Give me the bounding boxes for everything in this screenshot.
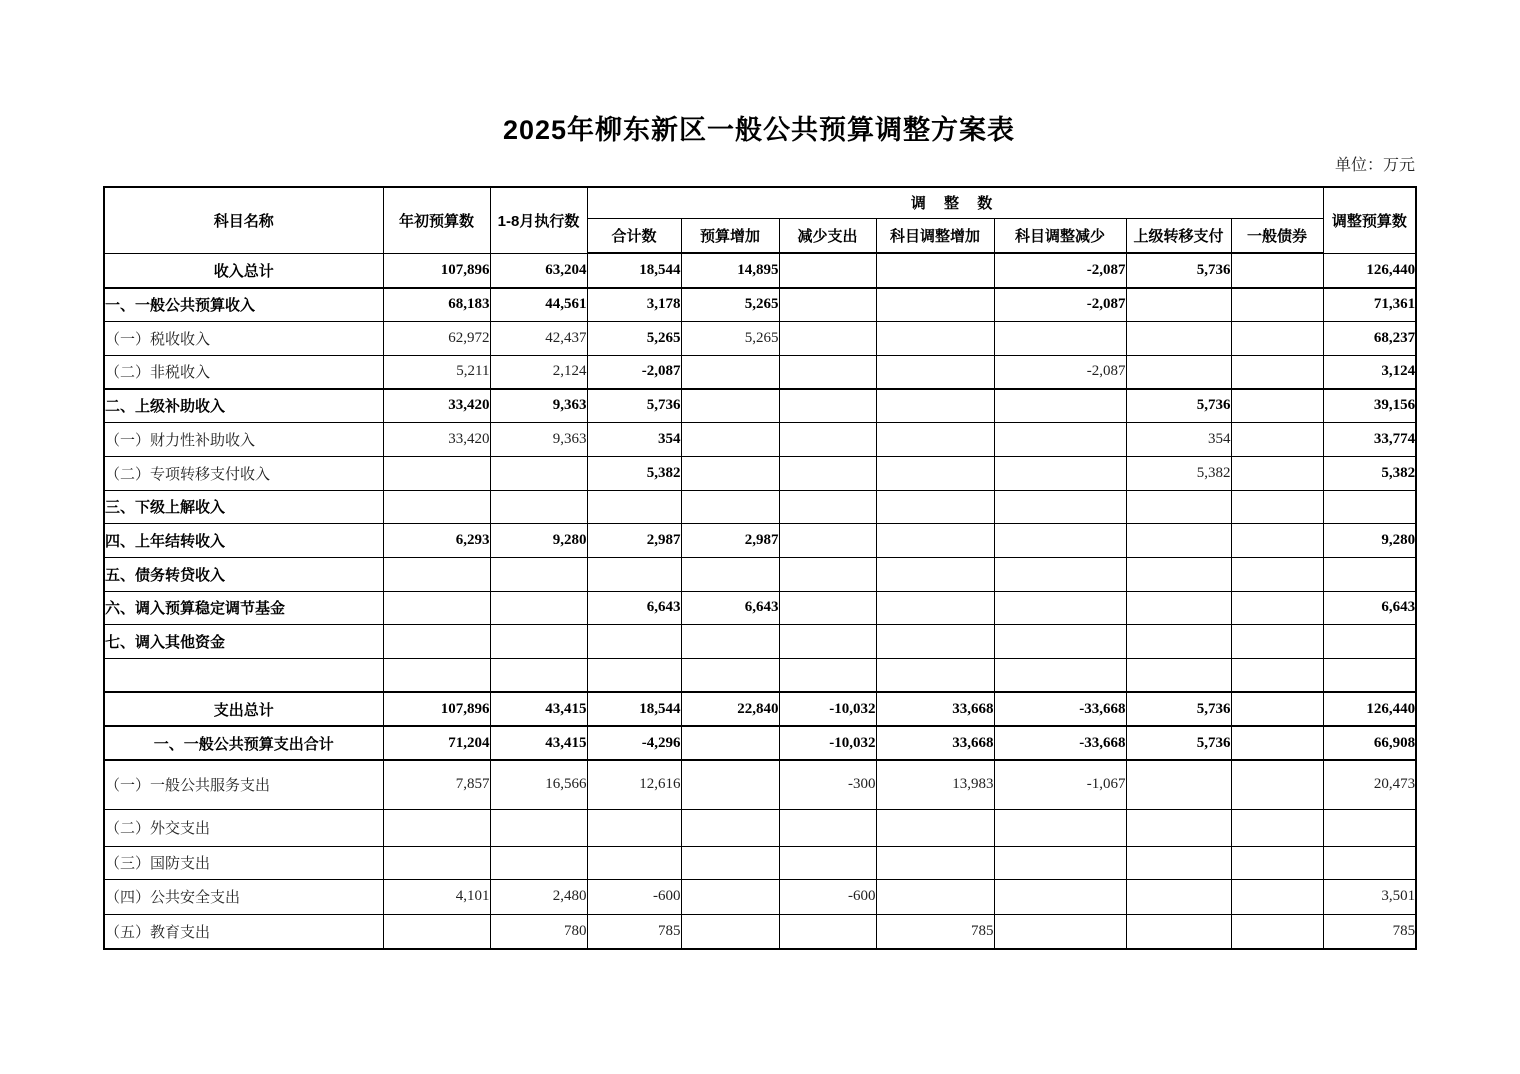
value-cell xyxy=(779,914,876,949)
value-cell: 5,265 xyxy=(681,288,779,321)
table-row xyxy=(104,389,1416,422)
table-row xyxy=(104,557,1416,591)
value-cell xyxy=(1323,490,1416,523)
budget-adjustment-table xyxy=(103,186,1417,950)
value-cell xyxy=(1231,879,1323,914)
value-cell: 2,480 xyxy=(490,879,587,914)
value-cell xyxy=(876,658,994,692)
value-cell xyxy=(681,624,779,658)
value-cell: -300 xyxy=(779,760,876,809)
value-cell: 33,774 xyxy=(1323,422,1416,456)
col-header-superior-transfer-payment: 上级转移支付 xyxy=(1126,218,1231,253)
value-cell xyxy=(876,253,994,288)
value-cell xyxy=(876,321,994,355)
value-cell: 2,987 xyxy=(587,523,681,557)
value-cell: 66,908 xyxy=(1323,726,1416,760)
value-cell xyxy=(490,490,587,523)
col-header-adjustment-total: 合计数 xyxy=(587,218,681,253)
subject-label-cell: （一）税收收入 xyxy=(104,321,383,355)
value-cell: 33,420 xyxy=(383,389,490,422)
value-cell xyxy=(779,809,876,846)
table-row xyxy=(104,760,1416,809)
value-cell xyxy=(383,846,490,879)
value-cell xyxy=(1231,726,1323,760)
value-cell: 71,361 xyxy=(1323,288,1416,321)
value-cell xyxy=(876,523,994,557)
value-cell xyxy=(383,591,490,624)
col-header-subject: 科目名称 xyxy=(104,187,383,253)
value-cell xyxy=(681,557,779,591)
value-cell xyxy=(994,914,1126,949)
value-cell: 107,896 xyxy=(383,253,490,288)
value-cell xyxy=(779,422,876,456)
value-cell xyxy=(1231,456,1323,490)
value-cell xyxy=(779,253,876,288)
value-cell xyxy=(876,422,994,456)
value-cell xyxy=(383,456,490,490)
table-row xyxy=(104,288,1416,321)
value-cell xyxy=(681,389,779,422)
value-cell xyxy=(681,422,779,456)
value-cell xyxy=(1231,914,1323,949)
value-cell xyxy=(994,389,1126,422)
value-cell: 3,501 xyxy=(1323,879,1416,914)
value-cell: 126,440 xyxy=(1323,253,1416,288)
value-cell xyxy=(1126,321,1231,355)
value-cell: 20,473 xyxy=(1323,760,1416,809)
value-cell xyxy=(994,879,1126,914)
value-cell xyxy=(1323,809,1416,846)
value-cell: 33,668 xyxy=(876,692,994,726)
value-cell: 9,280 xyxy=(490,523,587,557)
value-cell xyxy=(1231,591,1323,624)
value-cell xyxy=(876,389,994,422)
value-cell xyxy=(383,557,490,591)
subject-label-cell: （二）非税收入 xyxy=(104,355,383,389)
value-cell xyxy=(994,658,1126,692)
value-cell xyxy=(490,809,587,846)
value-cell: -1,067 xyxy=(994,760,1126,809)
value-cell xyxy=(681,490,779,523)
subject-label-cell: 四、上年结转收入 xyxy=(104,523,383,557)
value-cell: 43,415 xyxy=(490,692,587,726)
value-cell xyxy=(681,846,779,879)
value-cell xyxy=(383,809,490,846)
table-row xyxy=(104,591,1416,624)
value-cell xyxy=(876,624,994,658)
value-cell xyxy=(1231,490,1323,523)
value-cell xyxy=(1231,760,1323,809)
value-cell xyxy=(490,456,587,490)
value-cell xyxy=(1323,846,1416,879)
value-cell: 68,183 xyxy=(383,288,490,321)
value-cell: -10,032 xyxy=(779,692,876,726)
value-cell: 2,124 xyxy=(490,355,587,389)
subject-label-cell: 支出总计 xyxy=(104,692,383,726)
value-cell xyxy=(1126,760,1231,809)
value-cell: 33,420 xyxy=(383,422,490,456)
value-cell xyxy=(1126,557,1231,591)
value-cell: 68,237 xyxy=(1323,321,1416,355)
table-row xyxy=(104,692,1416,726)
value-cell xyxy=(994,846,1126,879)
value-cell: -2,087 xyxy=(587,355,681,389)
value-cell xyxy=(779,355,876,389)
value-cell xyxy=(1231,692,1323,726)
table-row xyxy=(104,879,1416,914)
value-cell xyxy=(681,809,779,846)
value-cell: 4,101 xyxy=(383,879,490,914)
value-cell: 2,987 xyxy=(681,523,779,557)
value-cell xyxy=(587,624,681,658)
value-cell xyxy=(383,624,490,658)
value-cell xyxy=(490,658,587,692)
value-cell xyxy=(994,624,1126,658)
value-cell: 5,736 xyxy=(1126,692,1231,726)
value-cell: 9,363 xyxy=(490,389,587,422)
value-cell: 5,382 xyxy=(587,456,681,490)
table-row xyxy=(104,321,1416,355)
value-cell: 107,896 xyxy=(383,692,490,726)
value-cell: 3,178 xyxy=(587,288,681,321)
value-cell xyxy=(1126,523,1231,557)
value-cell xyxy=(1126,846,1231,879)
table-row xyxy=(104,490,1416,523)
value-cell: -10,032 xyxy=(779,726,876,760)
value-cell xyxy=(876,288,994,321)
value-cell: 5,382 xyxy=(1126,456,1231,490)
value-cell xyxy=(1323,557,1416,591)
value-cell: 785 xyxy=(587,914,681,949)
value-cell xyxy=(383,490,490,523)
table-row xyxy=(104,355,1416,389)
value-cell xyxy=(876,456,994,490)
value-cell xyxy=(876,557,994,591)
value-cell xyxy=(1126,355,1231,389)
value-cell xyxy=(779,523,876,557)
value-cell xyxy=(490,846,587,879)
value-cell xyxy=(681,760,779,809)
table-row xyxy=(104,658,1416,692)
value-cell: 42,437 xyxy=(490,321,587,355)
subject-label-cell: 一、一般公共预算收入 xyxy=(104,288,383,321)
value-cell: -33,668 xyxy=(994,692,1126,726)
value-cell xyxy=(1231,389,1323,422)
subject-label-cell: 二、上级补助收入 xyxy=(104,389,383,422)
value-cell xyxy=(876,490,994,523)
value-cell xyxy=(1231,557,1323,591)
value-cell: 43,415 xyxy=(490,726,587,760)
value-cell: 71,204 xyxy=(383,726,490,760)
col-header-general-bonds: 一般债券 xyxy=(1231,218,1323,253)
value-cell: 39,156 xyxy=(1323,389,1416,422)
value-cell xyxy=(994,591,1126,624)
value-cell xyxy=(681,355,779,389)
value-cell: 63,204 xyxy=(490,253,587,288)
col-header-jan-aug-execution: 1-8月执行数 xyxy=(490,187,587,253)
value-cell xyxy=(994,456,1126,490)
value-cell: 354 xyxy=(587,422,681,456)
subject-label-cell: （四）公共安全支出 xyxy=(104,879,383,914)
subject-label-cell: 收入总计 xyxy=(104,253,383,288)
subject-label-cell: 五、债务转贷收入 xyxy=(104,557,383,591)
value-cell xyxy=(1231,422,1323,456)
value-cell xyxy=(681,914,779,949)
value-cell xyxy=(876,591,994,624)
value-cell xyxy=(1231,809,1323,846)
value-cell xyxy=(490,557,587,591)
value-cell: 62,972 xyxy=(383,321,490,355)
value-cell xyxy=(1126,879,1231,914)
value-cell xyxy=(779,591,876,624)
value-cell xyxy=(490,591,587,624)
value-cell xyxy=(779,456,876,490)
col-header-subject-adjust-increase: 科目调整增加 xyxy=(876,218,994,253)
subject-label-cell: 三、下级上解收入 xyxy=(104,490,383,523)
value-cell: 7,857 xyxy=(383,760,490,809)
value-cell xyxy=(994,523,1126,557)
table-row xyxy=(104,914,1416,949)
value-cell: -2,087 xyxy=(994,355,1126,389)
value-cell: 6,643 xyxy=(1323,591,1416,624)
value-cell: 5,736 xyxy=(1126,726,1231,760)
value-cell: 780 xyxy=(490,914,587,949)
value-cell xyxy=(1231,288,1323,321)
value-cell: 9,280 xyxy=(1323,523,1416,557)
value-cell xyxy=(587,846,681,879)
value-cell xyxy=(587,490,681,523)
table-row xyxy=(104,422,1416,456)
subject-label-cell: 七、调入其他资金 xyxy=(104,624,383,658)
value-cell xyxy=(1231,321,1323,355)
col-header-budget-increase: 预算增加 xyxy=(681,218,779,253)
value-cell xyxy=(1126,591,1231,624)
col-header-initial-budget: 年初预算数 xyxy=(383,187,490,253)
value-cell: 5,265 xyxy=(681,321,779,355)
table-row xyxy=(104,846,1416,879)
value-cell xyxy=(587,658,681,692)
value-cell: 5,265 xyxy=(587,321,681,355)
value-cell: 354 xyxy=(1126,422,1231,456)
value-cell xyxy=(779,658,876,692)
value-cell xyxy=(1126,914,1231,949)
value-cell xyxy=(779,846,876,879)
col-header-expenditure-decrease: 减少支出 xyxy=(779,218,876,253)
subject-label-cell: （一）财力性补助收入 xyxy=(104,422,383,456)
value-cell: 5,736 xyxy=(1126,253,1231,288)
value-cell xyxy=(779,624,876,658)
value-cell: 13,983 xyxy=(876,760,994,809)
subject-label-cell: 六、调入预算稳定调节基金 xyxy=(104,591,383,624)
table-row xyxy=(104,726,1416,760)
value-cell: 22,840 xyxy=(681,692,779,726)
value-cell xyxy=(383,914,490,949)
value-cell xyxy=(681,456,779,490)
value-cell: -2,087 xyxy=(994,253,1126,288)
value-cell xyxy=(1231,846,1323,879)
value-cell xyxy=(587,809,681,846)
value-cell: 12,616 xyxy=(587,760,681,809)
value-cell xyxy=(1231,253,1323,288)
value-cell: -4,296 xyxy=(587,726,681,760)
value-cell: 5,211 xyxy=(383,355,490,389)
value-cell xyxy=(681,879,779,914)
value-cell xyxy=(1126,288,1231,321)
table-row xyxy=(104,456,1416,490)
value-cell: 6,643 xyxy=(681,591,779,624)
value-cell xyxy=(681,726,779,760)
value-cell: -2,087 xyxy=(994,288,1126,321)
value-cell: 6,293 xyxy=(383,523,490,557)
value-cell xyxy=(779,557,876,591)
value-cell xyxy=(1231,355,1323,389)
value-cell xyxy=(779,490,876,523)
value-cell xyxy=(779,321,876,355)
value-cell: 5,736 xyxy=(587,389,681,422)
subject-label-cell: 一、一般公共预算支出合计 xyxy=(104,726,383,760)
value-cell xyxy=(1231,624,1323,658)
value-cell xyxy=(1126,658,1231,692)
value-cell: 785 xyxy=(876,914,994,949)
subject-label-cell: （二）专项转移支付收入 xyxy=(104,456,383,490)
value-cell xyxy=(876,846,994,879)
value-cell xyxy=(994,557,1126,591)
value-cell xyxy=(383,658,490,692)
value-cell xyxy=(779,389,876,422)
table-row xyxy=(104,523,1416,557)
value-cell: 33,668 xyxy=(876,726,994,760)
value-cell xyxy=(1231,523,1323,557)
value-cell xyxy=(490,624,587,658)
subject-label-cell: （二）外交支出 xyxy=(104,809,383,846)
value-cell xyxy=(587,557,681,591)
subject-label-cell: （三）国防支出 xyxy=(104,846,383,879)
value-cell: 18,544 xyxy=(587,692,681,726)
value-cell: 785 xyxy=(1323,914,1416,949)
value-cell xyxy=(681,658,779,692)
value-cell: 6,643 xyxy=(587,591,681,624)
subject-label-cell xyxy=(104,658,383,692)
value-cell xyxy=(994,422,1126,456)
unit-label: 单位：万元 xyxy=(1334,157,1415,174)
table-row xyxy=(104,809,1416,846)
value-cell xyxy=(876,809,994,846)
value-cell: -600 xyxy=(779,879,876,914)
value-cell xyxy=(994,321,1126,355)
value-cell: 18,544 xyxy=(587,253,681,288)
value-cell xyxy=(994,809,1126,846)
value-cell xyxy=(1231,658,1323,692)
value-cell: -600 xyxy=(587,879,681,914)
col-header-adjusted-budget: 调整预算数 xyxy=(1323,187,1416,253)
value-cell: 126,440 xyxy=(1323,692,1416,726)
value-cell xyxy=(1323,624,1416,658)
value-cell xyxy=(779,288,876,321)
value-cell xyxy=(1126,624,1231,658)
col-header-subject-adjust-decrease: 科目调整减少 xyxy=(994,218,1126,253)
value-cell: 14,895 xyxy=(681,253,779,288)
value-cell xyxy=(1323,658,1416,692)
value-cell xyxy=(1126,490,1231,523)
page-title: 2025年柳东新区一般公共预算调整方案表 xyxy=(502,115,1016,145)
table-row xyxy=(104,253,1416,288)
value-cell xyxy=(876,355,994,389)
subject-label-cell: （一）一般公共服务支出 xyxy=(104,760,383,809)
value-cell: 44,561 xyxy=(490,288,587,321)
value-cell: 5,382 xyxy=(1323,456,1416,490)
value-cell xyxy=(876,879,994,914)
value-cell: 3,124 xyxy=(1323,355,1416,389)
value-cell: 5,736 xyxy=(1126,389,1231,422)
table-row xyxy=(104,624,1416,658)
value-cell: 16,566 xyxy=(490,760,587,809)
value-cell xyxy=(1126,809,1231,846)
value-cell: -33,668 xyxy=(994,726,1126,760)
value-cell xyxy=(994,490,1126,523)
col-header-adjustment-group: 调 整 数 xyxy=(587,187,1323,218)
subject-label-cell: （五）教育支出 xyxy=(104,914,383,949)
value-cell: 9,363 xyxy=(490,422,587,456)
